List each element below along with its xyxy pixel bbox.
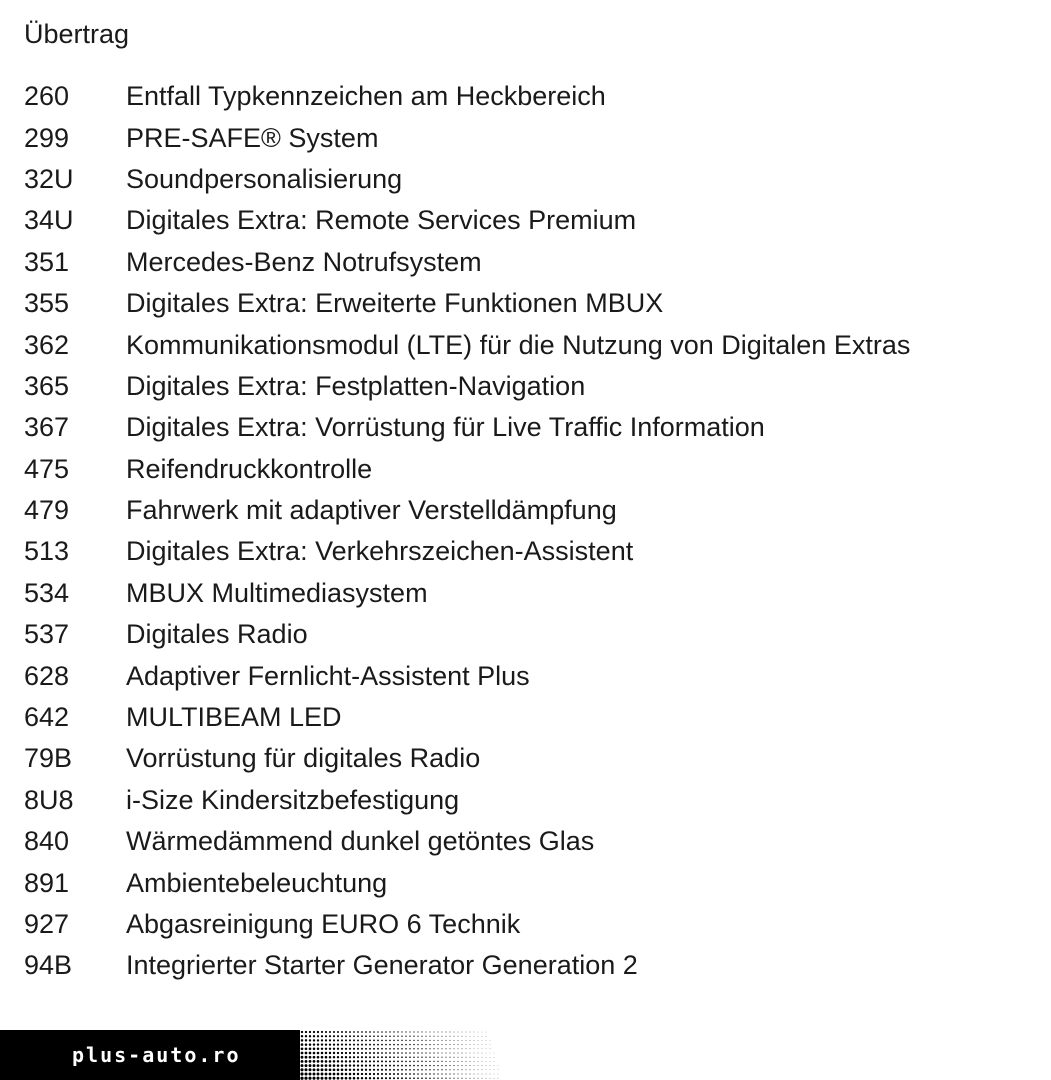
item-code: 642	[24, 702, 70, 733]
item-description: Fahrwerk mit adaptiver Verstelldämpfung	[126, 495, 617, 526]
list-item	[24, 697, 910, 738]
list-item	[24, 655, 910, 696]
item-description: Digitales Extra: Vorrüstung für Live Traffic Information	[126, 412, 765, 443]
item-description: Entfall Typkennzeichen am Heckbereich	[126, 81, 606, 112]
list-item	[24, 573, 910, 614]
list-item	[24, 76, 910, 117]
page-heading: Übertrag	[24, 19, 130, 49]
item-description: Reifendruckkontrolle	[126, 453, 373, 484]
item-description: Soundpersonalisierung	[126, 163, 403, 194]
item-code: 94B	[24, 950, 73, 981]
item-code: 927	[24, 909, 70, 939]
item-code: 79B	[24, 743, 73, 774]
item-description: Kommunikationsmodul (LTE) für die Nutzung von Digitalen Extras	[126, 329, 911, 360]
equipment-list	[24, 76, 910, 987]
item-code: 479	[24, 495, 70, 526]
item-description: Adaptiver Fernlicht-Assistent Plus	[126, 660, 530, 691]
item-description: Vorrüstung für digitales Radio	[126, 743, 481, 774]
list-item	[24, 407, 910, 448]
item-code: 365	[24, 370, 70, 401]
item-code: 32U	[24, 163, 74, 194]
item-description: Digitales Extra: Festplatten-Navigation	[126, 370, 586, 401]
item-code: 537	[24, 619, 70, 650]
item-description: Ambientebeleuchtung	[126, 867, 388, 898]
item-code: 260	[24, 81, 70, 112]
item-description: Digitales Extra: Erweiterte Funktionen MBUX	[126, 288, 664, 319]
list-item	[24, 904, 910, 945]
list-item	[24, 738, 910, 779]
item-description: Integrierter Starter Generator Generation 2	[126, 950, 638, 981]
list-item	[24, 324, 910, 365]
list-item	[24, 614, 910, 655]
item-description: Mercedes-Benz Notrufsystem	[126, 246, 482, 277]
item-code: 299	[24, 122, 70, 153]
list-item	[24, 821, 910, 862]
list-item	[24, 283, 910, 324]
item-code: 8U8	[24, 784, 74, 815]
item-code: 840	[24, 826, 70, 857]
item-code: 362	[24, 329, 70, 360]
halftone-pattern	[296, 1030, 536, 1080]
footer-brand: plus-auto.ro	[72, 1043, 241, 1067]
item-description: Wärmedämmend dunkel getöntes Glas	[126, 826, 595, 857]
item-description: Digitales Extra: Verkehrszeichen-Assistent	[126, 536, 634, 567]
list-item	[24, 366, 910, 407]
list-item	[24, 862, 910, 903]
item-description: PRE-SAFE® System	[126, 122, 379, 153]
list-item	[24, 531, 910, 572]
list-item	[24, 449, 910, 490]
list-item	[24, 780, 910, 821]
list-item	[24, 242, 910, 283]
item-description: MBUX Multimediasystem	[126, 577, 428, 608]
item-description: i-Size Kindersitzbefestigung	[126, 784, 460, 815]
item-code: 34U	[24, 205, 74, 236]
item-code: 628	[24, 660, 70, 691]
item-code: 513	[24, 536, 70, 567]
list-item	[24, 117, 910, 158]
item-code: 534	[24, 577, 70, 608]
item-code: 475	[24, 453, 70, 484]
item-code: 891	[24, 867, 70, 898]
list-item	[24, 200, 910, 241]
item-code: 351	[24, 246, 70, 277]
item-code: 355	[24, 288, 70, 319]
item-description: Digitales Radio	[126, 619, 308, 650]
item-description: Digitales Extra: Remote Services Premium	[126, 205, 637, 236]
list-item	[24, 490, 910, 531]
item-description: MULTIBEAM LED	[126, 702, 342, 733]
footer-banner	[0, 1030, 1051, 1080]
list-item	[24, 159, 910, 200]
item-description: Abgasreinigung EURO 6 Technik	[126, 909, 521, 939]
item-code: 367	[24, 412, 70, 443]
list-item	[24, 945, 910, 986]
